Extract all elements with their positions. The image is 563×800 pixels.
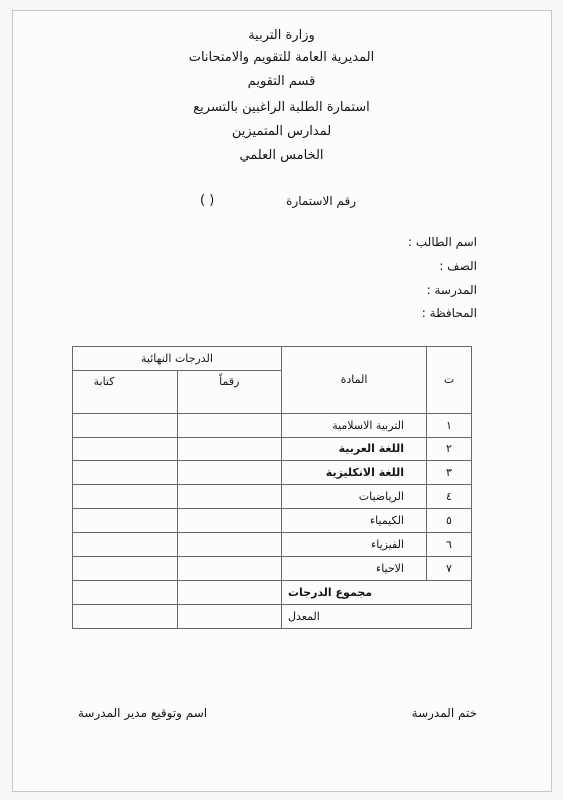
form-number-field[interactable]: ( ) bbox=[200, 193, 215, 208]
schools-title: لمدارس المتميزين bbox=[231, 124, 332, 139]
col-subject-header: المادة bbox=[282, 347, 427, 414]
row-words-cell[interactable] bbox=[73, 461, 178, 485]
row-number: ٥ bbox=[427, 509, 472, 533]
row-digits-cell[interactable] bbox=[177, 533, 282, 557]
row-number: ١ bbox=[427, 413, 472, 437]
table-row bbox=[73, 485, 472, 509]
row-subject: الكيمياء bbox=[282, 509, 427, 533]
row-subject: اللغة العربية bbox=[282, 437, 427, 461]
grade-title: الخامس العلمي bbox=[239, 148, 324, 163]
class-field[interactable]: الصف : bbox=[439, 259, 477, 273]
department-title: قسم التقويم bbox=[247, 74, 316, 89]
row-digits-cell[interactable] bbox=[177, 485, 282, 509]
principal-signature-label: اسم وتوقيع مدير المدرسة bbox=[78, 706, 208, 720]
average-digits-cell[interactable] bbox=[177, 605, 282, 629]
col-digits-header: رقماً bbox=[177, 370, 282, 413]
col-final-header: الدرجات النهائية bbox=[73, 347, 282, 371]
total-label: مجموع الدرجات bbox=[282, 581, 472, 605]
form-number-label: رقم الاستمارة bbox=[286, 194, 356, 208]
col-num-header: ت bbox=[427, 347, 472, 414]
governorate-field[interactable]: المحافظة : bbox=[421, 306, 477, 320]
table-header-row bbox=[73, 347, 472, 371]
row-digits-cell[interactable] bbox=[177, 437, 282, 461]
row-words-cell[interactable] bbox=[73, 437, 178, 461]
row-digits-cell[interactable] bbox=[177, 509, 282, 533]
row-subject: الفيزياء bbox=[282, 533, 427, 557]
row-number: ٤ bbox=[427, 485, 472, 509]
school-stamp-label: ختم المدرسة bbox=[411, 706, 477, 720]
table-row bbox=[73, 413, 472, 437]
grades-table bbox=[72, 346, 472, 629]
total-words-cell[interactable] bbox=[73, 581, 178, 605]
row-subject: التربية الاسلامية bbox=[282, 413, 427, 437]
table-row bbox=[73, 437, 472, 461]
row-number: ٢ bbox=[427, 437, 472, 461]
row-words-cell[interactable] bbox=[73, 533, 178, 557]
form-number bbox=[200, 194, 356, 212]
total-digits-cell[interactable] bbox=[177, 581, 282, 605]
row-words-cell[interactable] bbox=[73, 557, 178, 581]
row-number: ٣ bbox=[427, 461, 472, 485]
row-number: ٦ bbox=[427, 533, 472, 557]
school-field[interactable]: المدرسة : bbox=[426, 283, 477, 297]
table-row bbox=[73, 533, 472, 557]
col-words-header: كتابة bbox=[73, 370, 178, 413]
total-row bbox=[73, 581, 472, 605]
row-words-cell[interactable] bbox=[73, 509, 178, 533]
form-title: استمارة الطلبة الراغبين بالتسريع bbox=[193, 100, 370, 115]
row-subject: الاحياء bbox=[282, 557, 427, 581]
directorate-title: المديرية العامة للتقويم والامتحانات bbox=[188, 50, 375, 65]
row-subject: الرياضيات bbox=[282, 485, 427, 509]
table-row bbox=[73, 461, 472, 485]
row-words-cell[interactable] bbox=[73, 485, 178, 509]
row-digits-cell[interactable] bbox=[177, 461, 282, 485]
average-words-cell[interactable] bbox=[73, 605, 178, 629]
row-words-cell[interactable] bbox=[73, 413, 178, 437]
table-row bbox=[73, 509, 472, 533]
average-row bbox=[73, 605, 472, 629]
student-name-field[interactable]: اسم الطالب : bbox=[408, 235, 477, 249]
table-row bbox=[73, 557, 472, 581]
row-digits-cell[interactable] bbox=[177, 413, 282, 437]
row-subject: اللغة الانكليزية bbox=[282, 461, 427, 485]
average-label: المعدل bbox=[282, 605, 472, 629]
ministry-title: وزارة التربية bbox=[248, 28, 315, 43]
row-number: ٧ bbox=[427, 557, 472, 581]
row-digits-cell[interactable] bbox=[177, 557, 282, 581]
